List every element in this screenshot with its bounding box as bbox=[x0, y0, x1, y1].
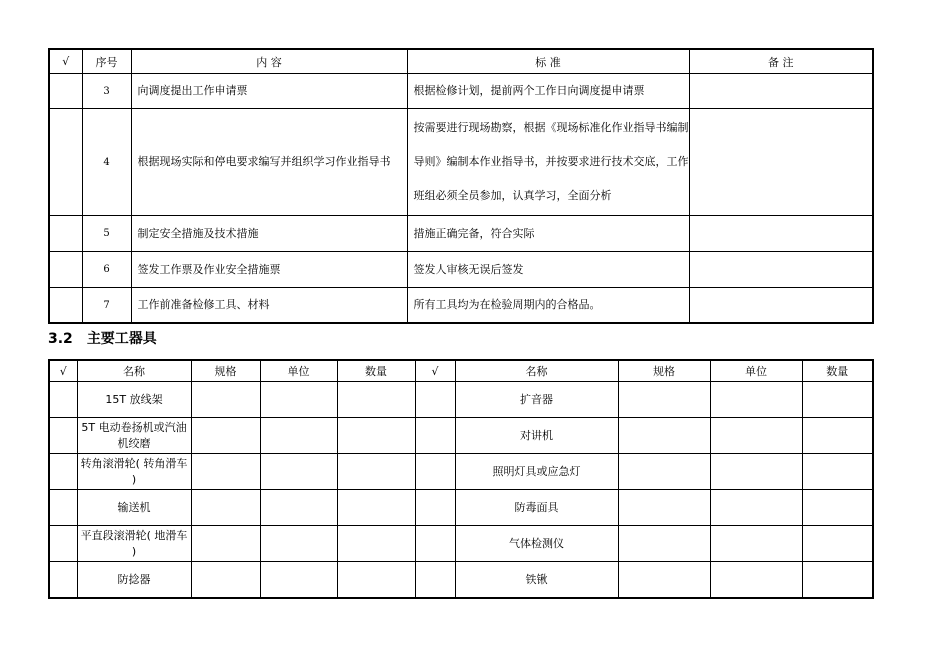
qty-cell[interactable] bbox=[337, 526, 415, 562]
check-cell[interactable] bbox=[49, 490, 77, 526]
unit-cell[interactable] bbox=[260, 418, 337, 454]
spec-cell[interactable] bbox=[618, 418, 710, 454]
check-cell[interactable] bbox=[49, 216, 82, 252]
unit-cell[interactable] bbox=[710, 382, 802, 418]
check-cell[interactable] bbox=[49, 109, 82, 216]
spec-cell[interactable] bbox=[191, 382, 260, 418]
qty-cell[interactable] bbox=[802, 490, 873, 526]
row-number: 5 bbox=[82, 216, 131, 252]
unit-cell[interactable] bbox=[710, 454, 802, 490]
standard-cell: 措施正确完备，符合实际 bbox=[407, 216, 689, 252]
check-header: √ bbox=[49, 360, 77, 382]
table-row bbox=[49, 454, 873, 490]
check-cell[interactable] bbox=[415, 490, 455, 526]
check-cell[interactable] bbox=[49, 74, 82, 109]
standard-cell: 签发人审核无误后签发 bbox=[407, 252, 689, 288]
standard-cell: 所有工具均为在检验周期内的合格品。 bbox=[407, 288, 689, 324]
standard-cell: 根据检修计划，提前两个工作日向调度提申请票 bbox=[407, 74, 689, 109]
spec-cell[interactable] bbox=[618, 526, 710, 562]
remark-cell[interactable] bbox=[689, 74, 873, 109]
section-heading bbox=[48, 328, 157, 348]
table-row bbox=[49, 562, 873, 599]
row-number: 7 bbox=[82, 288, 131, 324]
unit-cell[interactable] bbox=[260, 454, 337, 490]
tool-name-cell: 防毒面具 bbox=[455, 490, 618, 526]
work-preparation-table bbox=[48, 48, 874, 324]
table-row bbox=[49, 109, 873, 216]
check-cell[interactable] bbox=[49, 418, 77, 454]
tool-name-cell: 扩音器 bbox=[455, 382, 618, 418]
tool-name-cell: 15T 放线架 bbox=[77, 382, 191, 418]
remark-cell[interactable] bbox=[689, 216, 873, 252]
unit-cell[interactable] bbox=[710, 490, 802, 526]
tool-name-cell: 铁锹 bbox=[455, 562, 618, 599]
row-number: 4 bbox=[82, 109, 131, 216]
spec-cell[interactable] bbox=[618, 382, 710, 418]
qty-cell[interactable] bbox=[802, 562, 873, 599]
table-row bbox=[49, 490, 873, 526]
content-cell: 制定安全措施及技术措施 bbox=[131, 216, 407, 252]
spec-cell[interactable] bbox=[618, 490, 710, 526]
spec-cell[interactable] bbox=[618, 454, 710, 490]
check-cell[interactable] bbox=[49, 252, 82, 288]
no-header: 序号 bbox=[82, 49, 131, 74]
qty-header: 数量 bbox=[802, 360, 873, 382]
tools-table bbox=[48, 359, 874, 599]
table-row bbox=[49, 418, 873, 454]
check-cell[interactable] bbox=[415, 418, 455, 454]
content-cell: 工作前准备检修工具、材料 bbox=[131, 288, 407, 324]
check-cell[interactable] bbox=[49, 454, 77, 490]
tool-name-cell: 5T 电动卷扬机或汽油机绞磨 bbox=[77, 418, 191, 454]
table-row bbox=[49, 382, 873, 418]
check-cell[interactable] bbox=[415, 526, 455, 562]
unit-cell[interactable] bbox=[710, 418, 802, 454]
check-cell[interactable] bbox=[49, 288, 82, 324]
standard-header: 标 准 bbox=[407, 49, 689, 74]
table-row bbox=[49, 74, 873, 109]
table-row bbox=[49, 216, 873, 252]
check-cell[interactable] bbox=[415, 382, 455, 418]
table-header-row bbox=[49, 360, 873, 382]
unit-cell[interactable] bbox=[710, 526, 802, 562]
name-header: 名称 bbox=[77, 360, 191, 382]
spec-header: 规格 bbox=[191, 360, 260, 382]
unit-header: 单位 bbox=[260, 360, 337, 382]
spec-cell[interactable] bbox=[191, 562, 260, 599]
spec-cell[interactable] bbox=[191, 490, 260, 526]
spec-cell[interactable] bbox=[191, 418, 260, 454]
spec-header: 规格 bbox=[618, 360, 710, 382]
tool-name-cell: 转角滚滑轮( 转角滑车 ) bbox=[77, 454, 191, 490]
remark-cell[interactable] bbox=[689, 109, 873, 216]
unit-cell[interactable] bbox=[260, 526, 337, 562]
tool-name-cell: 防捻器 bbox=[77, 562, 191, 599]
qty-cell[interactable] bbox=[337, 490, 415, 526]
qty-cell[interactable] bbox=[337, 562, 415, 599]
unit-cell[interactable] bbox=[260, 562, 337, 599]
remark-header: 备 注 bbox=[689, 49, 873, 74]
check-cell[interactable] bbox=[415, 454, 455, 490]
content-cell: 向调度提出工作申请票 bbox=[131, 74, 407, 109]
content-cell: 根据现场实际和停电要求编写并组织学习作业指导书 bbox=[131, 109, 407, 216]
check-header: √ bbox=[415, 360, 455, 382]
tool-name-cell: 照明灯具或应急灯 bbox=[455, 454, 618, 490]
tool-name-cell: 对讲机 bbox=[455, 418, 618, 454]
table-row bbox=[49, 252, 873, 288]
section-number: 3.2 bbox=[48, 331, 73, 347]
standard-cell: 按需要进行现场勘察，根据《现场标准化作业指导书编制导则》编制本作业指导书，并按要求进行技术交底，工作班组必须全员参加，认真学习，全面分析 bbox=[407, 109, 689, 216]
qty-cell[interactable] bbox=[802, 454, 873, 490]
qty-cell[interactable] bbox=[802, 526, 873, 562]
unit-cell[interactable] bbox=[710, 562, 802, 599]
content-cell: 签发工作票及作业安全措施票 bbox=[131, 252, 407, 288]
row-number: 3 bbox=[82, 74, 131, 109]
remark-cell[interactable] bbox=[689, 288, 873, 324]
spec-cell[interactable] bbox=[191, 526, 260, 562]
check-cell[interactable] bbox=[415, 562, 455, 599]
spec-cell[interactable] bbox=[618, 562, 710, 599]
qty-cell[interactable] bbox=[802, 382, 873, 418]
spec-cell[interactable] bbox=[191, 454, 260, 490]
check-header: √ bbox=[49, 49, 82, 74]
table-header-row bbox=[49, 49, 873, 74]
check-cell[interactable] bbox=[49, 382, 77, 418]
check-cell[interactable] bbox=[49, 562, 77, 599]
remark-cell[interactable] bbox=[689, 252, 873, 288]
row-number: 6 bbox=[82, 252, 131, 288]
check-cell[interactable] bbox=[49, 526, 77, 562]
qty-header: 数量 bbox=[337, 360, 415, 382]
content-header: 内 容 bbox=[131, 49, 407, 74]
qty-cell[interactable] bbox=[337, 418, 415, 454]
tool-name-cell: 输送机 bbox=[77, 490, 191, 526]
unit-header: 单位 bbox=[710, 360, 802, 382]
tool-name-cell: 平直段滚滑轮( 地滑车 ) bbox=[77, 526, 191, 562]
table-row bbox=[49, 526, 873, 562]
unit-cell[interactable] bbox=[260, 382, 337, 418]
section-title: 主要工器具 bbox=[86, 331, 157, 347]
qty-cell[interactable] bbox=[802, 418, 873, 454]
tool-name-cell: 气体检测仪 bbox=[455, 526, 618, 562]
unit-cell[interactable] bbox=[260, 490, 337, 526]
qty-cell[interactable] bbox=[337, 382, 415, 418]
name-header: 名称 bbox=[455, 360, 618, 382]
table-row bbox=[49, 288, 873, 324]
qty-cell[interactable] bbox=[337, 454, 415, 490]
